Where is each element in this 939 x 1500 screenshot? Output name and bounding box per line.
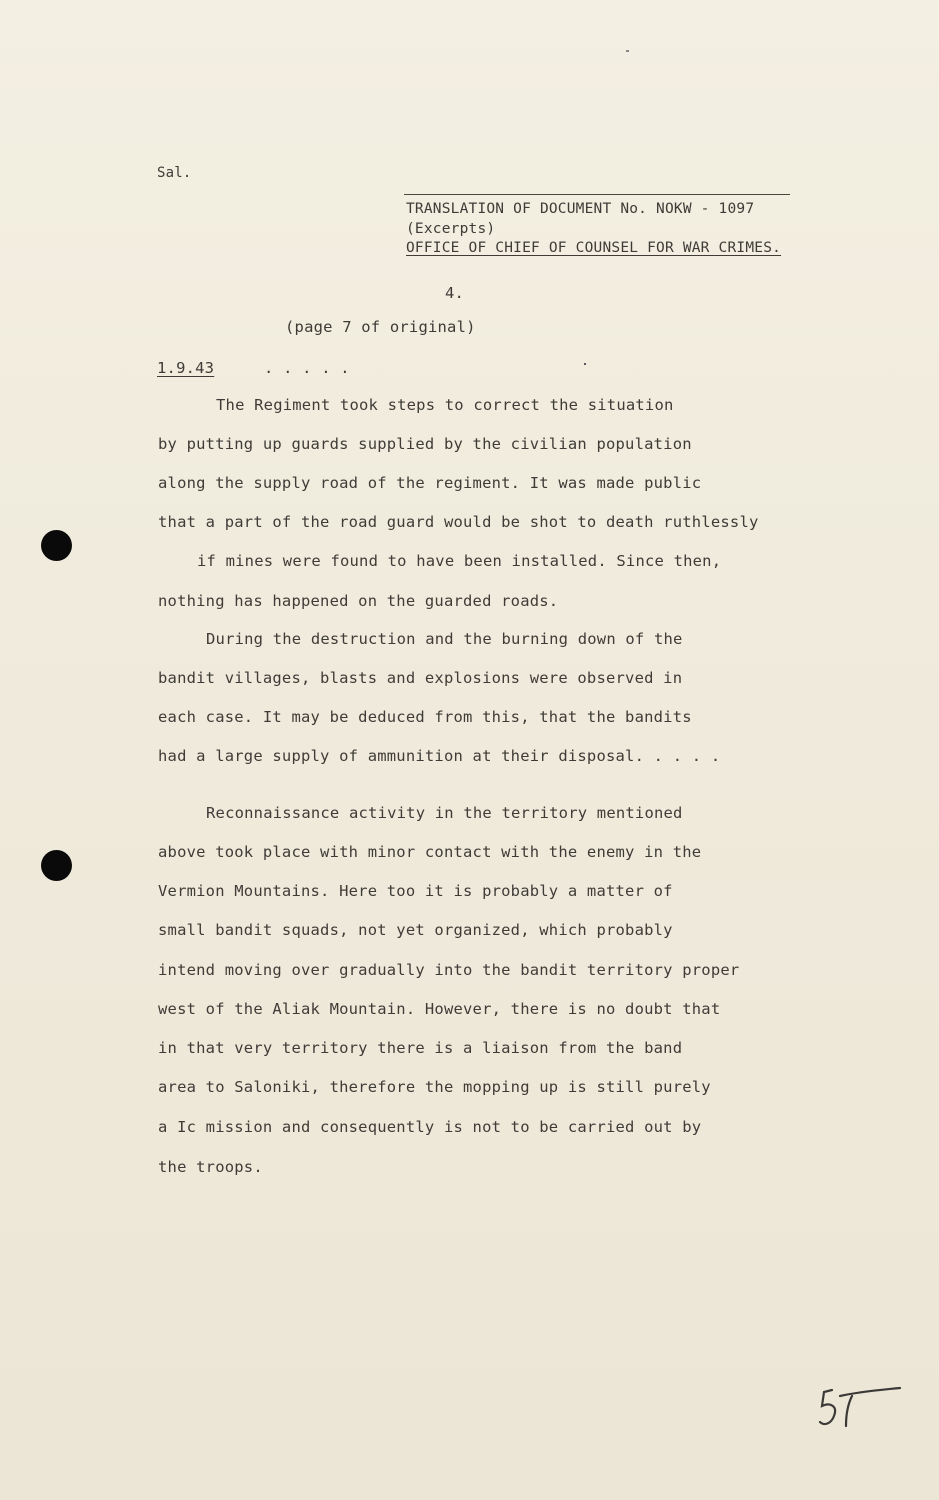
body-line: During the destruction and the burning down of the [206, 630, 683, 648]
punch-hole [41, 850, 72, 881]
header-rule [404, 194, 790, 195]
body-line: nothing has happened on the guarded roads. [158, 592, 559, 610]
body-line: west of the Aliak Mountain. However, there is no doubt that [158, 1000, 721, 1018]
body-line: along the supply road of the regiment. It was made public [158, 474, 702, 492]
ellipsis: . . . . . [264, 359, 350, 377]
body-line: if mines were found to have been installed. Since then, [197, 552, 722, 570]
body-line: small bandit squads, not yet organized, which probably [158, 921, 673, 939]
body-line: Vermion Mountains. Here too it is probably a matter of [158, 882, 673, 900]
typist-initials: Sal. [157, 165, 192, 181]
document-subtitle: (Excerpts) [406, 221, 496, 237]
body-line: the troops. [158, 1158, 263, 1176]
body-line: Reconnaissance activity in the territory mentioned [206, 804, 683, 822]
page-number: 4. [445, 284, 465, 302]
body-line: by putting up guards supplied by the civilian population [158, 435, 692, 453]
body-line: The Regiment took steps to correct the situation [216, 396, 674, 414]
document-title: TRANSLATION OF DOCUMENT No. NOKW - 1097 [406, 201, 755, 217]
body-line: each case. It may be deduced from this, that the bandits [158, 708, 692, 726]
issuing-office: OFFICE OF CHIEF OF COUNSEL FOR WAR CRIMES. [406, 240, 782, 256]
entry-date: 1.9.43 [157, 359, 215, 377]
body-line: that a part of the road guard would be shot to death ruthlessly [158, 513, 759, 531]
paper-mark [626, 50, 629, 52]
punch-hole [41, 530, 72, 561]
body-line: a Ic mission and consequently is not to be carried out by [158, 1118, 702, 1136]
paper-mark [584, 363, 586, 365]
body-line: area to Saloniki, therefore the mopping up is still purely [158, 1078, 711, 1096]
body-line: above took place with minor contact with the enemy in the [158, 843, 702, 861]
handwritten-page-mark [818, 1382, 908, 1432]
original-page-reference: (page 7 of original) [285, 318, 476, 336]
body-line: in that very territory there is a liaison from the band [158, 1039, 683, 1057]
body-line: bandit villages, blasts and explosions were observed in [158, 669, 683, 687]
body-line: intend moving over gradually into the bandit territory proper [158, 961, 740, 979]
body-line: had a large supply of ammunition at their disposal. . . . . [158, 747, 721, 765]
